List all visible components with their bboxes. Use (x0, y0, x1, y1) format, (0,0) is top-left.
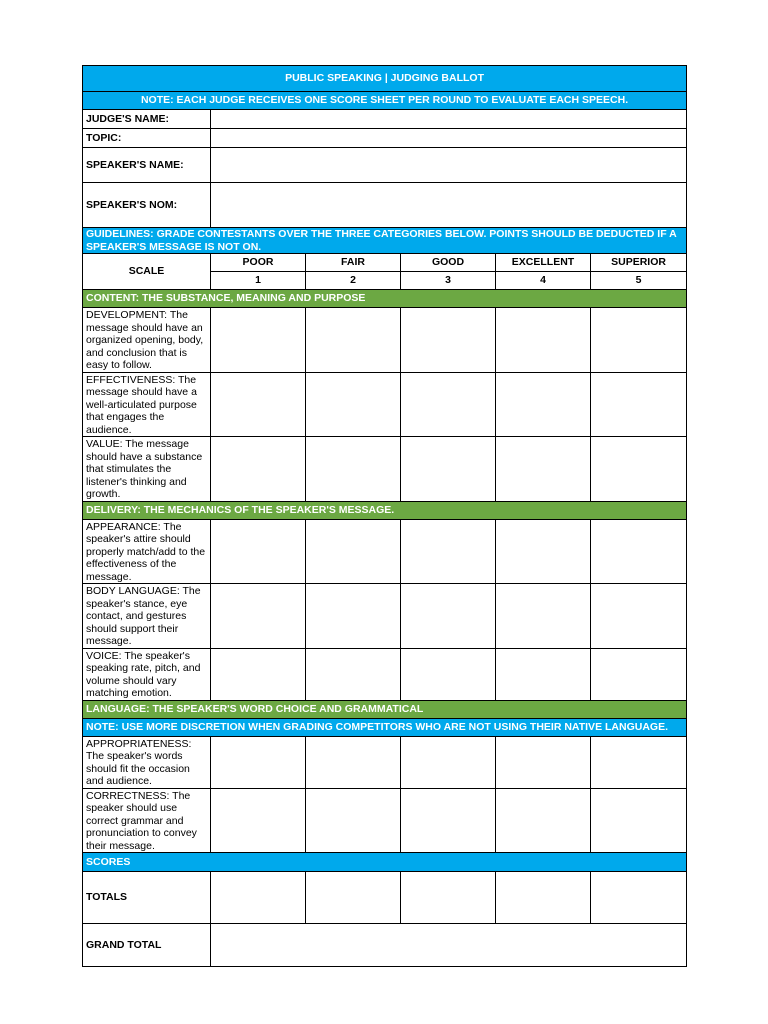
score-cell[interactable] (306, 648, 401, 700)
scale-label: SCALE (83, 254, 211, 290)
score-cell[interactable] (306, 736, 401, 788)
topic-field[interactable] (211, 129, 687, 148)
score-cell[interactable] (591, 372, 687, 437)
score-cell[interactable] (306, 519, 401, 584)
score-cell[interactable] (496, 437, 591, 502)
score-cell[interactable] (401, 584, 496, 649)
score-cell[interactable] (211, 437, 306, 502)
score-cell[interactable] (591, 519, 687, 584)
score-cell[interactable] (211, 372, 306, 437)
score-cell[interactable] (211, 648, 306, 700)
scale-level-name: GOOD (401, 254, 496, 272)
speaker-nom-label: SPEAKER'S NOM: (83, 183, 211, 228)
grand-total-field[interactable] (211, 924, 687, 967)
score-cell[interactable] (211, 788, 306, 853)
scale-level-name: SUPERIOR (591, 254, 687, 272)
score-cell[interactable] (306, 584, 401, 649)
content-section-header: CONTENT: THE SUBSTANCE, MEANING AND PURPOSE (83, 290, 687, 308)
score-cell[interactable] (496, 308, 591, 373)
totals-label: TOTALS (83, 872, 211, 924)
score-cell[interactable] (401, 519, 496, 584)
scale-level-value: 5 (591, 272, 687, 290)
score-cell[interactable] (306, 308, 401, 373)
speaker-name-label: SPEAKER'S NAME: (83, 148, 211, 183)
scores-section-header: SCORES (83, 853, 687, 872)
total-cell[interactable] (591, 872, 687, 924)
grand-total-label: GRAND TOTAL (83, 924, 211, 967)
score-cell[interactable] (591, 648, 687, 700)
speaker-nom-field[interactable] (211, 183, 687, 228)
criterion-body-language: BODY LANGUAGE: The speaker's stance, eye contact, and gestures should support their message. (83, 584, 211, 649)
score-cell[interactable] (401, 308, 496, 373)
criterion-appearance: APPEARANCE: The speaker's attire should properly match/add to the effectiveness of the message. (83, 519, 211, 584)
scale-level-name: EXCELLENT (496, 254, 591, 272)
top-note: NOTE: EACH JUDGE RECEIVES ONE SCORE SHEET PER ROUND TO EVALUATE EACH SPEECH. (83, 92, 687, 110)
score-cell[interactable] (211, 736, 306, 788)
score-cell[interactable] (306, 788, 401, 853)
score-cell[interactable] (591, 788, 687, 853)
score-cell[interactable] (591, 736, 687, 788)
score-cell[interactable] (496, 519, 591, 584)
score-cell[interactable] (496, 788, 591, 853)
score-cell[interactable] (496, 584, 591, 649)
criterion-effectiveness: EFFECTIVENESS: The message should have a well-articulated purpose that engages the audience. (83, 372, 211, 437)
language-section-header: LANGUAGE: THE SPEAKER'S WORD CHOICE AND GRAMMATICAL (83, 700, 687, 718)
score-cell[interactable] (306, 437, 401, 502)
language-note: NOTE: USE MORE DISCRETION WHEN GRADING COMPETITORS WHO ARE NOT USING THEIR NATIVE LANGUAGE. (83, 718, 687, 736)
criterion-development: DEVELOPMENT: The message should have an organized opening, body, and conclusion that is easy to follow. (83, 308, 211, 373)
score-cell[interactable] (591, 437, 687, 502)
score-cell[interactable] (496, 648, 591, 700)
criterion-value: VALUE: The message should have a substance that stimulates the listener's thinking and growth. (83, 437, 211, 502)
score-cell[interactable] (496, 372, 591, 437)
judge-name-field[interactable] (211, 110, 687, 129)
criterion-voice: VOICE: The speaker's speaking rate, pitch, and volume should vary matching emotion. (83, 648, 211, 700)
score-cell[interactable] (401, 736, 496, 788)
score-cell[interactable] (496, 736, 591, 788)
score-cell[interactable] (401, 648, 496, 700)
criterion-appropriateness: APPROPRIATENESS: The speaker's words should fit the occasion and audience. (83, 736, 211, 788)
judge-name-label: JUDGE'S NAME: (83, 110, 211, 129)
guidelines-note: GUIDELINES: GRADE CONTESTANTS OVER THE THREE CATEGORIES BELOW. POINTS SHOULD BE DEDUCTED IF A SPEAKER'S MESSAGE IS NOT ON. (83, 228, 687, 254)
scale-level-value: 2 (306, 272, 401, 290)
score-cell[interactable] (401, 372, 496, 437)
criterion-correctness: CORRECTNESS: The speaker should use correct grammar and pronunciation to convey their message. (83, 788, 211, 853)
score-cell[interactable] (401, 788, 496, 853)
score-cell[interactable] (306, 372, 401, 437)
scale-level-name: FAIR (306, 254, 401, 272)
score-cell[interactable] (211, 308, 306, 373)
delivery-section-header: DELIVERY: THE MECHANICS OF THE SPEAKER'S MESSAGE. (83, 501, 687, 519)
score-cell[interactable] (211, 584, 306, 649)
topic-label: TOPIC: (83, 129, 211, 148)
total-cell[interactable] (211, 872, 306, 924)
score-cell[interactable] (591, 584, 687, 649)
score-cell[interactable] (211, 519, 306, 584)
total-cell[interactable] (306, 872, 401, 924)
ballot-title: PUBLIC SPEAKING | JUDGING BALLOT (83, 66, 687, 92)
scale-level-value: 3 (401, 272, 496, 290)
speaker-name-field[interactable] (211, 148, 687, 183)
judging-ballot-table (82, 65, 687, 967)
scale-level-name: POOR (211, 254, 306, 272)
scale-level-value: 4 (496, 272, 591, 290)
total-cell[interactable] (496, 872, 591, 924)
scale-level-value: 1 (211, 272, 306, 290)
score-cell[interactable] (591, 308, 687, 373)
total-cell[interactable] (401, 872, 496, 924)
score-cell[interactable] (401, 437, 496, 502)
